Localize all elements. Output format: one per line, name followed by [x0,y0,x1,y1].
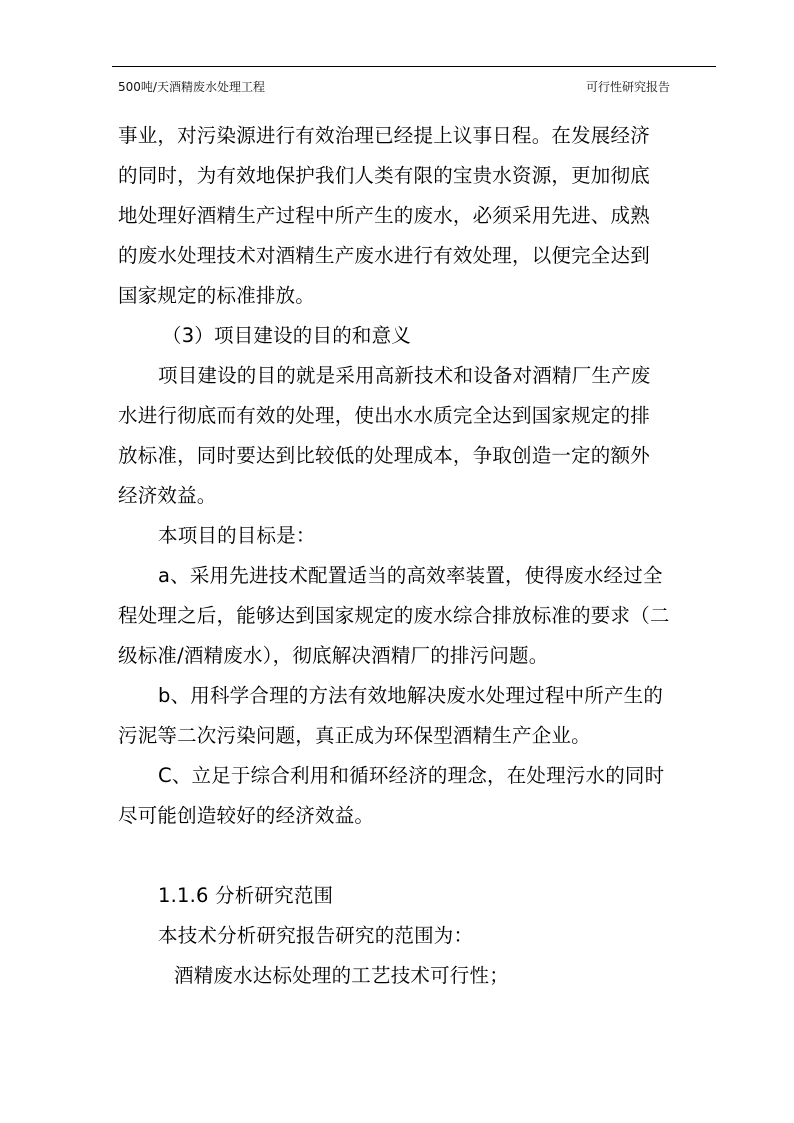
list-item-b: b、用科学合理的方法有效地解决废水处理过程中所产生的 [158,684,664,707]
paragraph-line: 尽可能创造较好的经济效益。 [118,804,375,827]
header-report-type: 可行性研究报告 [585,80,670,94]
paragraph-line: 经济效益。 [118,484,217,507]
paragraph-line: 的废水处理技术对酒精生产废水进行有效处理，以便完全达到 [118,244,650,267]
header-rule [112,66,716,67]
paragraph-line: 水进行彻底而有效的处理，使出水水质完全达到国家规定的排 [118,404,650,427]
paragraph-line: 本技术分析研究报告研究的范围为： [158,924,474,947]
section-heading: （3）项目建设的目的和意义 [162,324,412,347]
paragraph-line: 项目建设的目的就是采用高新技术和设备对酒精厂生产废 [158,364,651,387]
header-project-title: 500吨/天酒精废水处理工程 [118,80,265,94]
document-body [118,116,684,996]
paragraph-line: 地处理好酒精生产过程中所产生的废水，必须采用先进、成熟 [118,204,650,227]
section-heading-1-1-6: 1.1.6 分析研究范围 [158,884,334,907]
paragraph-line: 酒精废水达标处理的工艺技术可行性； [174,964,509,987]
paragraph-line: 的同时，为有效地保护我们人类有限的宝贵水资源，更加彻底 [118,164,650,187]
paragraph-line: 程处理之后，能够达到国家规定的废水综合排放标准的要求（二 [118,604,670,627]
list-item-c: C、立足于综合利用和循环经济的理念，在处理污水的同时 [158,764,665,787]
paragraph-line: 国家规定的标准排放。 [118,284,316,307]
paragraph-line: 本项目的目标是： [158,524,316,547]
paragraph-line: 污泥等二次污染问题，真正成为环保型酒精生产企业。 [118,724,591,747]
spacer [118,836,684,876]
list-item-a: a、采用先进技术配置适当的高效率装置，使得废水经过全 [158,564,663,587]
paragraph-line: 放标准，同时要达到比较低的处理成本，争取创造一定的额外 [118,444,650,467]
paragraph-line: 事业，对污染源进行有效治理已经提上议事日程。在发展经济 [118,124,650,147]
paragraph-line: 级标准/酒精废水），彻底解决酒精厂的排污问题。 [118,644,549,667]
